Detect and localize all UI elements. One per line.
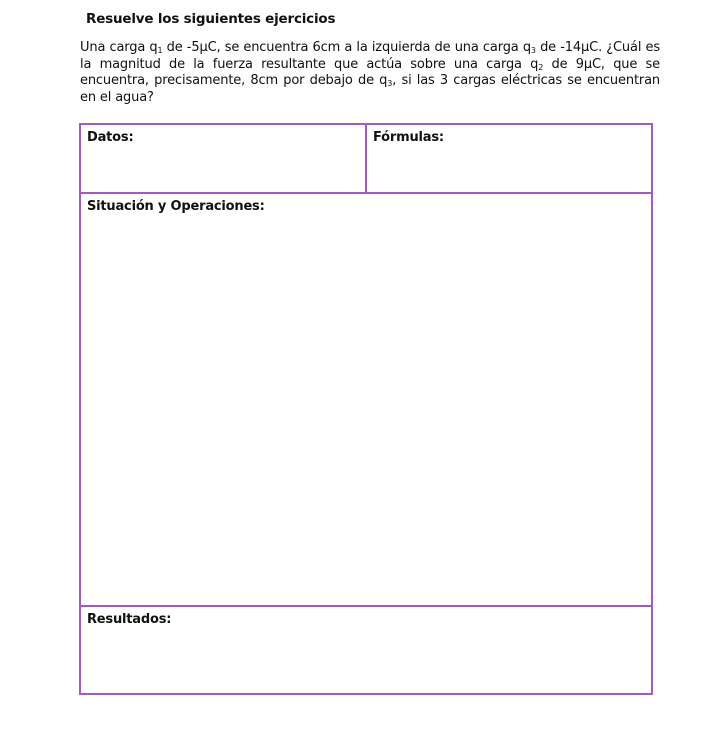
- subscript-q3-second: 3: [387, 79, 393, 88]
- datos-cell[interactable]: [81, 125, 367, 194]
- formulas-label: Fórmulas:: [373, 130, 444, 145]
- problem-text-3: de -14μC. ¿Cuál es la magnitud de la fuerza resultante que actúa sobre una carga q: [80, 40, 660, 72]
- subscript-q2: 2: [538, 62, 544, 72]
- problem-text-5: , si las 3 cargas eléctricas se encuentran en el agua?: [80, 73, 660, 105]
- problem-text-1: Una carga q: [80, 40, 158, 55]
- resultados-cell[interactable]: [81, 607, 651, 693]
- situacion-cell[interactable]: [81, 194, 651, 607]
- situacion-label: Situación y Operaciones:: [87, 199, 265, 214]
- subscript-q3: 3: [530, 46, 536, 55]
- problem-text-2: de -5μC, se encuentra 6cm a la izquierda de una carga q: [162, 40, 531, 55]
- datos-label: Datos:: [87, 130, 134, 145]
- resultados-label: Resultados:: [87, 612, 172, 627]
- subscript-q1: 1: [157, 46, 163, 55]
- problem-text-4: de 9μC, que se encuentra, precisamente, 8cm por debajo de q: [80, 56, 660, 88]
- worksheet-table: [79, 123, 653, 695]
- formulas-cell[interactable]: [367, 125, 651, 194]
- problem-statement: [80, 40, 660, 106]
- page-title: Resuelve los siguientes ejercicios: [86, 11, 336, 27]
